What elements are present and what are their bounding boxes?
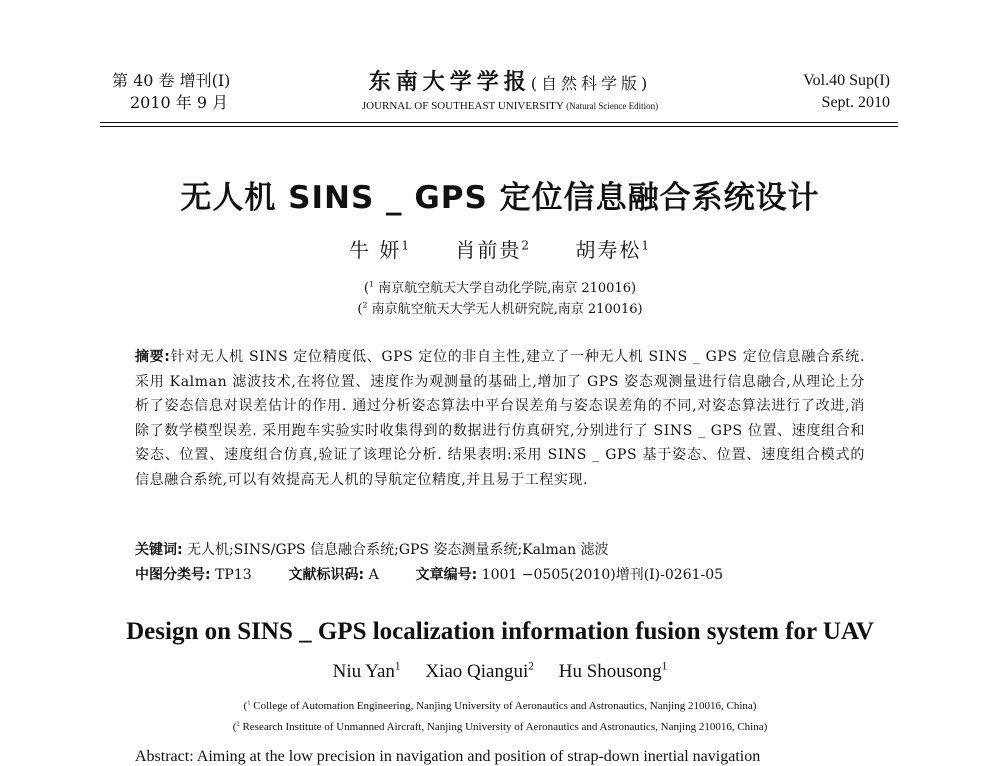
keywords-line (135, 539, 865, 561)
affiliation-en: ($^1$ College of Automation Engineering, Nanjing University of Aeronautics and Astronautics, Nanjing 210016, China) (243, 699, 757, 712)
author-en: Xiao Qiangui$^2$ (425, 660, 534, 682)
header-rule-bottom (100, 126, 898, 127)
article-no-label: 文章编号: (415, 567, 478, 583)
author-en: Niu Yan$^1$ (332, 660, 401, 682)
publication-date-en: Sept. 2010 (821, 94, 890, 111)
author-cn: 肖前贵$^2$ (455, 238, 531, 262)
volume-info-en (803, 70, 890, 114)
paper-title-en: Design on SINS _ GPS localization information fusion system for UAV (126, 618, 874, 645)
author-list-en (0, 661, 1000, 683)
author-en: Hu Shousong$^1$ (558, 660, 668, 682)
issue-info (112, 70, 230, 114)
abstract-cn (135, 345, 865, 492)
classification-line (135, 564, 865, 586)
keywords-text: 无人机;SINS/GPS 信息融合系统;GPS 姿态测量系统;Kalman 滤波 (187, 542, 609, 558)
journal-edition-cn: (自然科学版) (530, 74, 652, 93)
abstract-label: 摘要: (135, 349, 171, 365)
journal-title-cn: 东南大学学报 (368, 69, 531, 95)
volume-supplement: Vol.40 Sup(I) (803, 72, 890, 89)
journal-header (0, 70, 1000, 120)
affiliation-cn: ($^2$ 南京航空航天大学无人机研究院,南京 210016) (357, 300, 643, 317)
header-rule-top (100, 122, 898, 123)
doc-code-value: A (368, 567, 379, 583)
publication-date: 2010 年 9 月 (130, 93, 229, 112)
doc-code-label: 文献标识码: (288, 567, 365, 583)
journal-title-en: JOURNAL OF SOUTHEAST UNIVERSITY (361, 100, 564, 112)
author-cn: 牛 妍$^1$ (349, 238, 411, 262)
keywords-label: 关键词: (135, 542, 183, 558)
affiliation-cn: ($^1$ 南京航空航天大学自动化学院,南京 210016) (363, 279, 637, 296)
volume-issue: 第 40 卷 增刊(I) (112, 71, 231, 90)
paper-title-cn: 无人机 SINS _ GPS 定位信息融合系统设计 (180, 180, 820, 216)
abstract-en-partial: Abstract: Aiming at the low precision in navigation and position of strap-down inertial navigation (135, 748, 761, 765)
clc-label: 中图分类号: (135, 567, 211, 583)
journal-name (300, 70, 720, 116)
article-no-value: 1001 −0505(2010)增刊(I)-0261-05 (481, 567, 724, 583)
abstract-text: 针对无人机 SINS 定位精度低、GPS 定位的非自主性,建立了一种无人机 SINS _ GPS 定位信息融合系统. 采用 Kalman 滤波技术,在将位置、速度作为观测量的基础上,增加了 GPS 姿态观测量进行信息融合,从理论上分析了姿态信息对误差估计的作用. 通过分析姿态算法中平台误差角与姿态误差角的不同,对姿态算法进行了改进,消除了数学模型误差. 采用跑车实验实时收集得到的数据进行仿真研究,分别进行了 SINS _ GPS 位置、速度组合和姿态、位置、速度组合仿真,验证了该理论分析. 结果表明:采用 SINS _ GPS 基于姿态、位置、速度组合模式的信息融合系统,可以有效提高无人机的导航定位精度,并且易于工程实现. (135, 349, 865, 488)
journal-edition-en: (Natural Science Edition) (566, 101, 659, 111)
clc-value: TP13 (215, 567, 252, 583)
affiliation-en: ($^2$ Research Institute of Unmanned Aircraft, Nanjing University of Aeronautics and Astronautics, Nanjing 210016, China) (232, 720, 768, 733)
author-cn: 胡寿松$^1$ (575, 238, 651, 262)
author-list-cn (0, 234, 1000, 263)
